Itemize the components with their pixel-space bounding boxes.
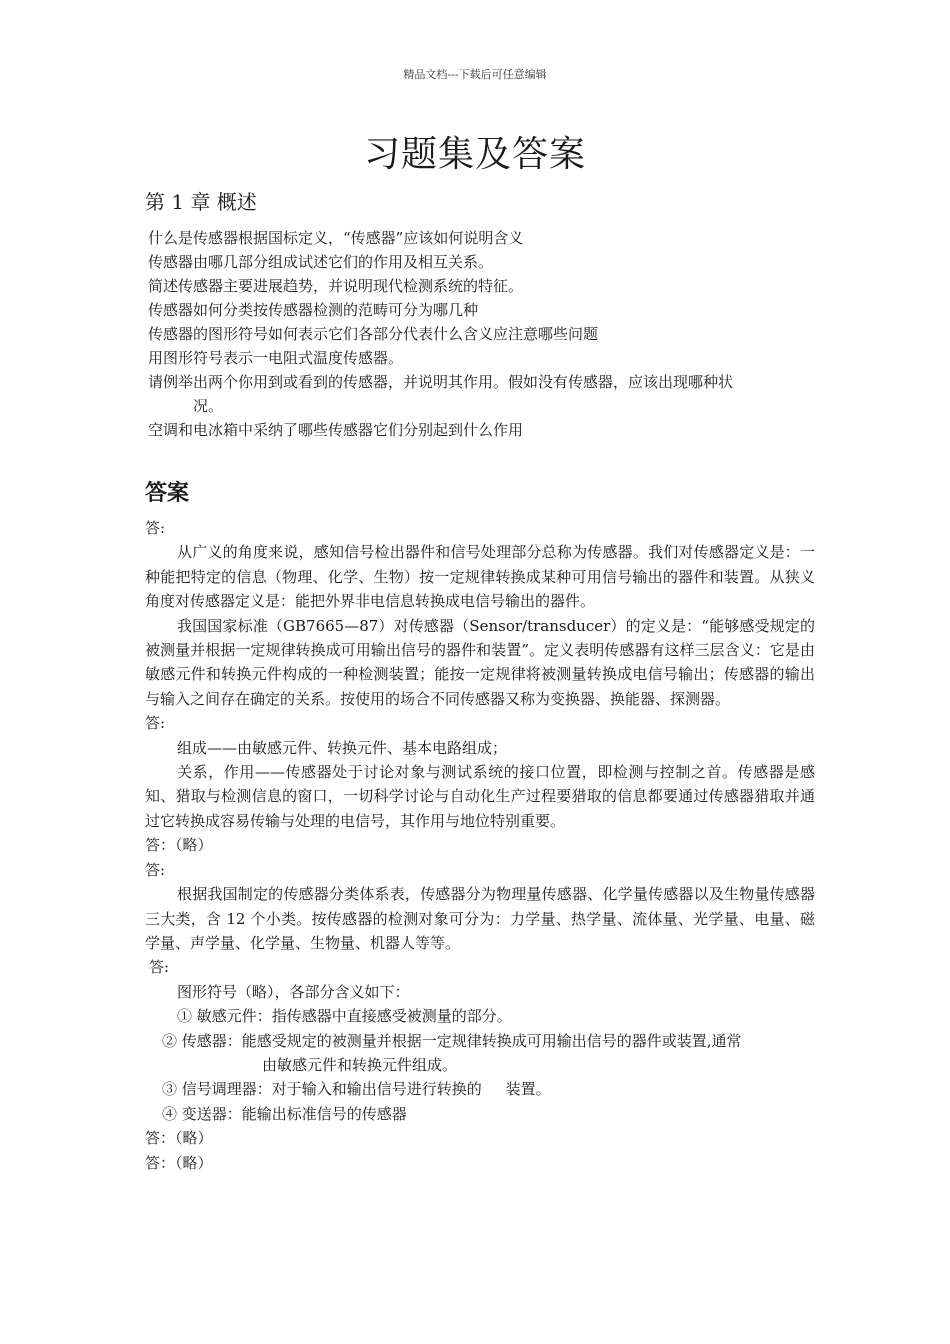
answer-label: 答：（略） [145,1153,213,1172]
question-list [148,226,818,442]
question-item-continuation [148,394,818,418]
question-item: 简述传感器主要进展趋势，并说明现代检测系统的特征。 [148,277,524,295]
answer-list-item-continuation: 由敏感元件和转换元件组成。 [262,1055,458,1074]
question-item: 传感器由哪几部分组成试述它们的作用及相互关系。 [148,253,494,271]
answer-list-item: ③ 信号调理器：对于输入和输出信号进行转换的 装置。 [162,1080,551,1099]
header-note: 精品文档---下载后可任意编辑 [403,68,547,81]
answer-list-item: ④ 变送器：能输出标准信号的传感器 [162,1104,407,1123]
answer-intro: 图形符号（略），各部分含义如下： [177,982,410,1001]
answer-label: 答：（略） [145,836,213,855]
answer-paragraph: 根据我国制定的传感器分类体系表，传感器分为物理量传感器、化学量传感器以及生物量传感器三大类，含 12 个小类。按传感器的检测对象可分为：力学量、热学量、流体量、光学量、电量、磁学量、声学量、化学量、生物量、机器人等等。 [145,885,815,952]
answer-paragraph: 我国国家标准（GB7665—87）对传感器（Sensor/transducer）的定义是：“能够感受规定的被测量并根据一定规律转换成可用输出信号的器件和装置”。定义表明传感器有这样三层含义：它是由敏感元件和转换元件构成的一种检测装置；能按一定规律将被测量转换成电信号输出；传感器的输出与输入之间存在确定的关系。按使用的场合不同传感器又称为变换器、换能器、探测器。 [145,616,815,708]
answer-paragraph: 关系，作用——传感器处于讨论对象与测试系统的接口位置，即检测与控制之首。传感器是感知、猎取与检测信息的窗口，一切科学讨论与自动化生产过程要猎取的信息都要通过传感器猎取并通过它转换成容易传输与处理的电信号，其作用与地位特别重要。 [145,763,815,830]
answer-label: 答: [145,519,166,537]
chapter-heading: 第 1 章 概述 [145,190,257,214]
answers-heading: 答案 [145,480,190,506]
document-title: 习题集及答案 [363,134,586,175]
question-item: 用图形符号表示一电阻式温度传感器。 [148,349,404,367]
answer-paragraph: 从广义的角度来说，感知信号检出器件和信号处理部分总称为传感器。我们对传感器定义是：一种能把特定的信息（物理、化学、生物）按一定规律转换成某种可用信号输出的器件和装置。从狭义角度对传感器定义是：能把外界非电信息转换成电信号输出的器件。 [145,543,815,611]
answer-list-item: ② 传感器：能感受规定的被测量并根据一定规律转换成可用输出信号的器件或装置,通常 [162,1031,742,1050]
question-item: 请例举出两个你用到或看到的传感器，并说明其作用。假如没有传感器，应该出现哪种状 [148,373,734,391]
question-item: 空调和电冰箱中采纳了哪些传感器它们分别起到什么作用 [148,421,524,439]
answer-label: 答: [145,714,166,733]
question-continuation-text: 况。 [193,397,224,415]
answer-label: 答: [149,958,170,977]
question-item: 什么是传感器根据国标定义，“传感器”应该如何说明含义 [148,229,524,247]
answer-label: 答：（略） [145,1129,213,1148]
answer-list-item: ① 敏感元件：指传感器中直接感受被测量的部分。 [177,1007,512,1026]
question-item: 传感器的图形符号如何表示它们各部分代表什么含义应注意哪些问题 [148,325,599,343]
answer-label: 答: [145,860,166,879]
question-item: 传感器如何分类按传感器检测的范畴可分为哪几种 [148,301,479,319]
answer-paragraph: 组成——由敏感元件、转换元件、基本电路组成； [177,738,508,757]
answers-section [145,516,815,1175]
